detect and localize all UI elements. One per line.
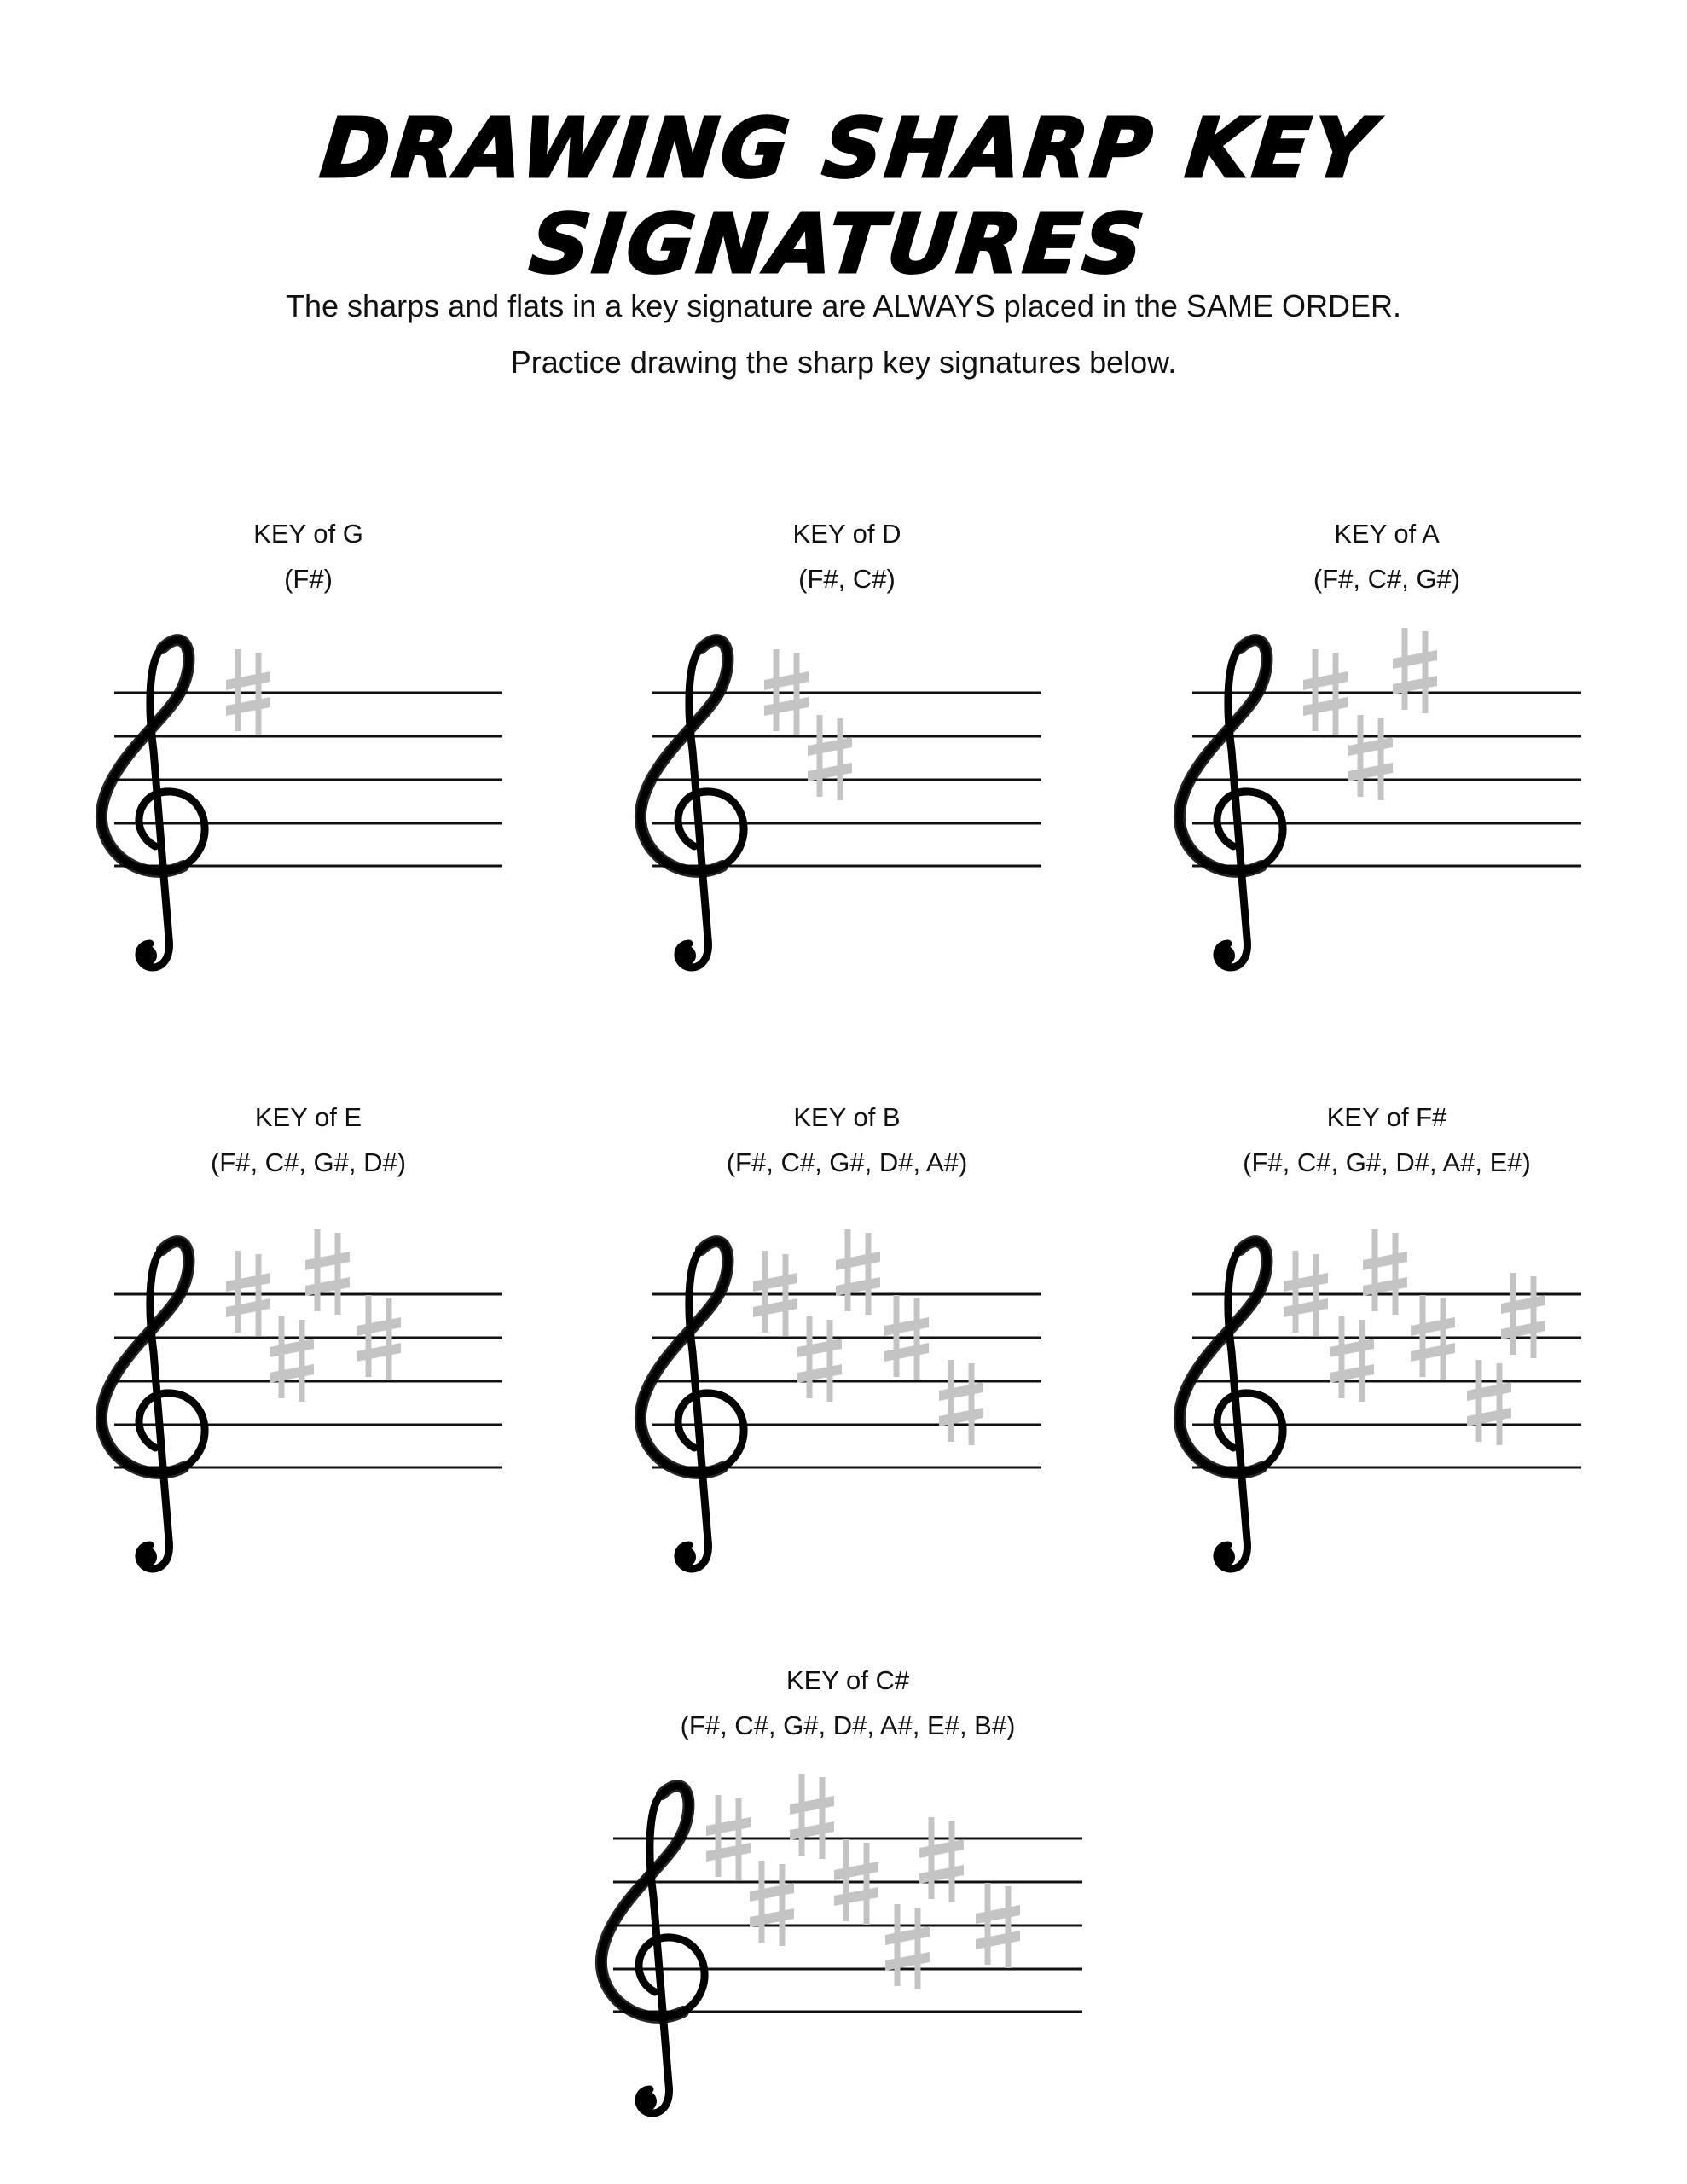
treble-clef-icon [1180,640,1283,967]
sharp-icon [919,1817,964,1902]
treble-clef-icon [101,1241,205,1569]
sharp-icon [885,1904,930,1989]
key-label-fsharp: KEY of F# [1326,1102,1447,1132]
sharp-icon [797,1316,842,1402]
staff-key-csharp [601,1774,1082,2113]
treble-clef-icon [641,640,744,967]
sharp-icon [750,1861,794,1946]
page-title: DRAWING SHARP KEY SIGNATURES [316,101,1381,292]
treble-clef-icon [601,1786,704,2113]
key-notes-csharp: (F#, C#, G#, D#, A#, E#, B#) [680,1711,1016,1740]
key-notes-e: (F#, C#, G#, D#) [210,1147,407,1177]
key-label-b: KEY of B [793,1102,901,1132]
key-label-g: KEY of G [253,519,363,549]
sharp-icon [1348,715,1393,800]
treble-clef-icon [101,640,205,967]
key-label-a: KEY of A [1334,519,1440,549]
intro-line-1: The sharps and flats in a key signature are ALWAYS placed in the SAME ORDER. [286,288,1401,323]
staff-key-fsharp [1180,1229,1581,1569]
treble-clef-icon [1180,1241,1283,1569]
sharp-icon [1330,1316,1374,1402]
sharp-icon [1393,628,1437,713]
staff-key-g [101,640,502,967]
key-notes-fsharp: (F#, C#, G#, D#, A#, E#) [1243,1147,1531,1177]
sharp-icon [1501,1273,1545,1358]
sharp-icon [939,1360,983,1445]
staff-key-a [1180,628,1581,967]
key-notes-b: (F#, C#, G#, D#, A#) [726,1147,968,1177]
sharp-icon [808,715,852,800]
staff-key-d [641,640,1041,967]
sharp-icon [836,1229,880,1315]
sharp-icon [1363,1229,1407,1315]
key-notes-a: (F#, C#, G#) [1313,564,1461,594]
key-notes-g: (F#) [284,564,333,594]
sharp-icon [270,1316,314,1402]
sharp-icon [790,1774,834,1859]
key-label-csharp: KEY of C# [786,1665,910,1695]
treble-clef-icon [641,1241,744,1569]
key-notes-d: (F#, C#) [798,564,896,594]
staff-key-b [641,1229,1041,1569]
key-label-e: KEY of E [254,1102,362,1132]
sharp-icon [305,1229,350,1315]
staff-key-e [101,1229,502,1569]
key-label-d: KEY of D [792,519,901,549]
sharp-icon [1467,1360,1511,1445]
intro-line-2: Practice drawing the sharp key signatures below. [510,345,1177,380]
